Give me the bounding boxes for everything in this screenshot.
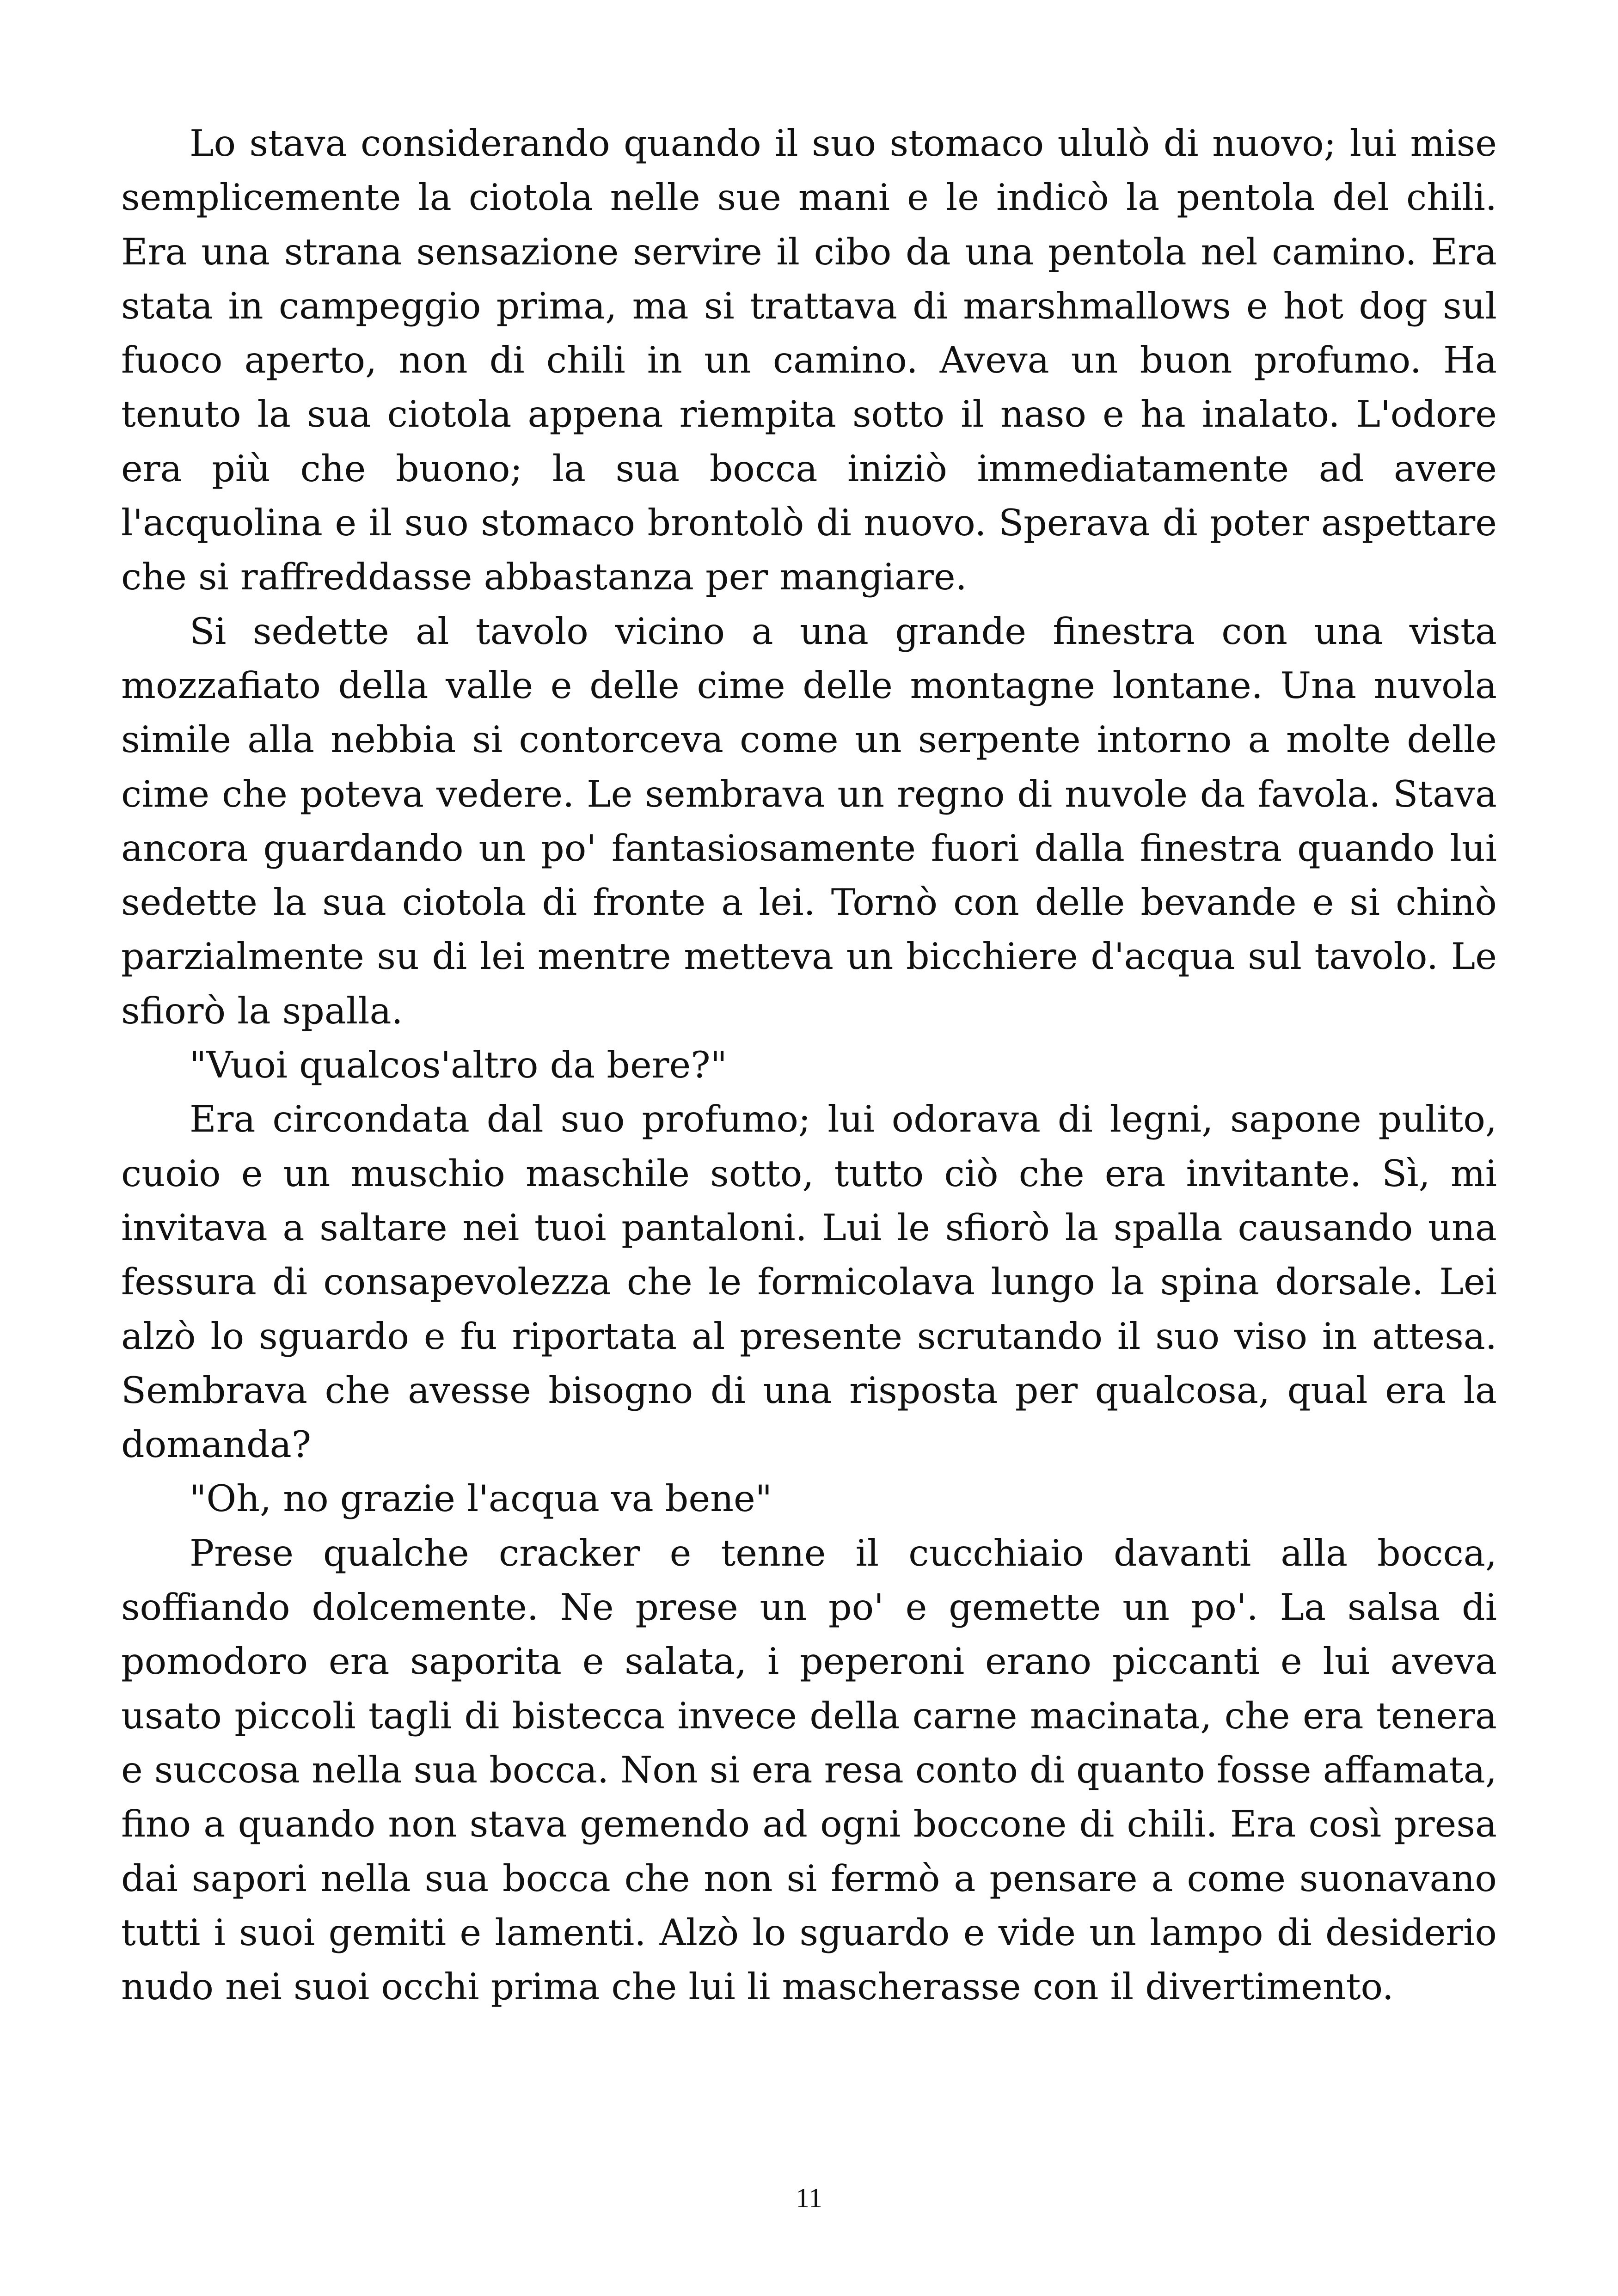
dialogue-line: "Oh, no grazie l'acqua va bene" — [190, 1477, 772, 1520]
body-text — [121, 116, 1497, 2014]
paragraph: Era circondata dal suo profumo; lui odorava di legni, sapone pulito, cuoio e un muschio maschile sotto, tutto ciò che era invitante. Sì, mi invitava a saltare nei tuoi pantaloni. Lui le sfiorò la spalla causando una fessura di consapevolezza che le formicolava lungo la spina dorsale. Lei alzò lo sguardo e fu riportata al presente scrutando il suo viso in attesa. Sembrava che avesse bisogno di una risposta per qualcosa, qual era la domanda? — [121, 1098, 1497, 1466]
paragraph: Lo stava considerando quando il suo stomaco ululò di nuovo; lui mise semplicemente la ciotola nelle sue mani e le indicò la pentola del chili. Era una strana sensazione servire il cibo da una pentola nel camino. Era stata in campeggio prima, ma si trattava di marshmallows e hot dog sul fuoco aperto, non di chili in un camino. Aveva un buon profumo. Ha tenuto la sua ciotola appena riempita sotto il naso e ha inalato. L'odore era più che buono; la sua bocca iniziò immediatamente ad avere l'acquolina e il suo stomaco brontolò di nuovo. Sperava di poter aspettare che si raffreddasse abbastanza per mangiare. — [121, 122, 1497, 599]
paragraph: Prese qualche cracker e tenne il cucchiaio davanti alla bocca, soffiando dolcemente. Ne prese un po' e gemette un po'. La salsa di pomodoro era saporita e salata, i peperoni erano piccanti e lui aveva usato piccoli tagli di bistecca invece della carne macinata, che era tenera e succosa nella sua bocca. Non si era resa conto di quanto fosse affamata, fino a quando non stava gemendo ad ogni boccone di chili. Era così presa dai sapori nella sua bocca che non si fermò a pensare a come suonavano tutti i suoi gemiti e lamenti. Alzò lo sguardo e vide un lampo di desiderio nudo nei suoi occhi prima che lui li mascherasse con il divertimento. — [121, 1531, 1497, 2008]
dialogue-line: "Vuoi qualcos'altro da bere?" — [190, 1044, 727, 1087]
paragraph: Si sedette al tavolo vicino a una grande finestra con una vista mozzafiato della valle e delle cime delle montagne lontane. Una nuvola simile alla nebbia si contorceva come un serpente intorno a molte delle cime che poteva vedere. Le sembrava un regno di nuvole da favola. Stava ancora guardando un po' fantasiosamente fuori dalla finestra quando lui sedette la sua ciotola di fronte a lei. Tornò con delle bevande e si chinò parzialmente su di lei mentre metteva un bicchiere d'acqua sul tavolo. Le sfiorò la spalla. — [121, 610, 1497, 1032]
page-number: 11 — [796, 2183, 822, 2213]
